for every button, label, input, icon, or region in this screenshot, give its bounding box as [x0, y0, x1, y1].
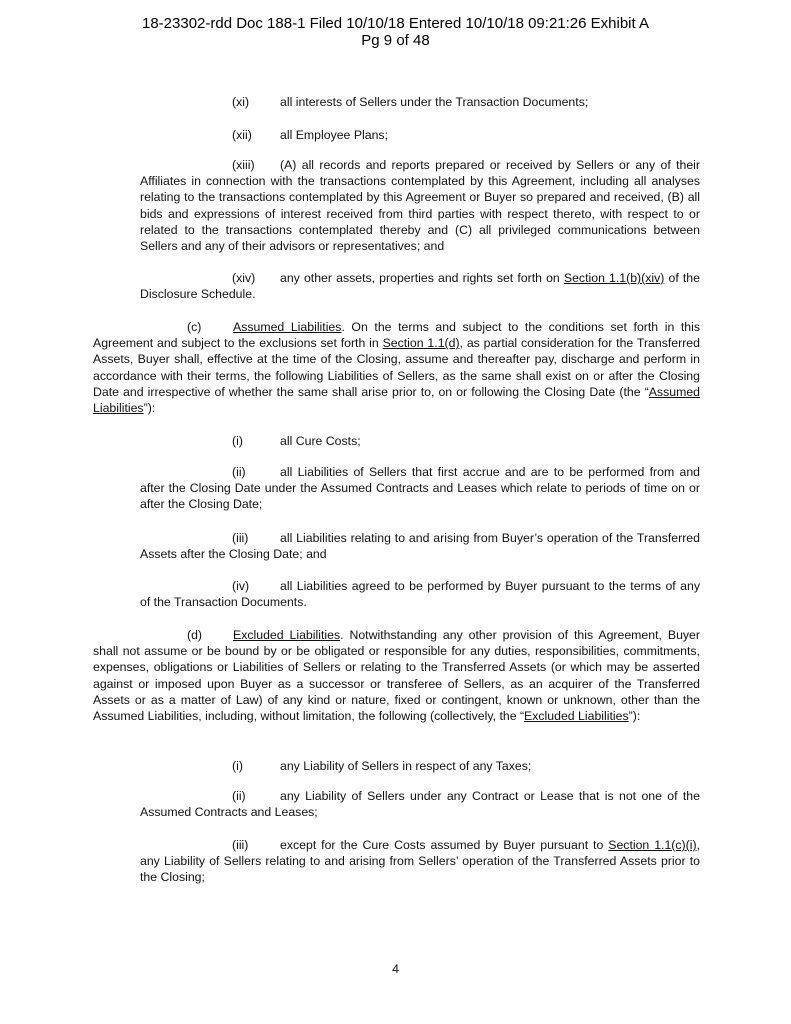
- defined-term: Assumed Liabilities: [93, 384, 700, 416]
- section-reference: Section 1.1(b)(xiv): [563, 271, 665, 285]
- item-number: (iii): [232, 838, 249, 852]
- section-text: . Notwithstanding any other provision of this Agreement, Buyer shall not assume or be bound by or be obligated or responsible for any duties, responsibilities, commitments, expenses, obligations or Liabilities of Sellers or relating to the Transferred Assets (or which may be asserted against or imposed upon Buyer as a successor or transferee of Sellers, as an acquirer of the Transferred Assets or as a matter of Law) of any kind or nature, fixed or contingent, known or unknown, other than the Assumed Liabilities, including, without limitation, the following (collectively, the “: [93, 628, 700, 724]
- item-d-i: [232, 758, 700, 774]
- item-d-ii: [140, 788, 700, 820]
- section-heading: Excluded Liabilities: [233, 628, 341, 642]
- section-number: (c): [187, 320, 202, 334]
- item-number: (ii): [232, 465, 246, 479]
- item-c-iv: [140, 578, 700, 610]
- item-number: (i): [232, 434, 243, 448]
- item-text: any other assets, properties and rights set forth on: [280, 271, 560, 285]
- item-xiii: [140, 157, 700, 254]
- item-number: (i): [232, 759, 243, 773]
- section-reference: Section 1.1(c)(i): [608, 838, 697, 852]
- section-heading: Assumed Liabilities: [233, 320, 342, 334]
- item-xi: [232, 94, 700, 110]
- item-number: (xi): [232, 95, 250, 109]
- section-text: , as partial consideration for the Transferred Assets, Buyer shall, effective at the time of the Closing, assume and thereafter pay, discharge and perform in accordance with their terms, the following Liabilities of Sellers, as the same shall exist on or after the Closing Date and irrespective of whether the same shall arise prior to, on or following the Closing Date (the “: [93, 336, 700, 399]
- defined-term: Excluded Liabilities: [524, 709, 629, 724]
- item-text: , any Liability of Sellers relating to and arising from Sellers’ operation of the Transferred Assets prior to the Closing;: [140, 838, 700, 885]
- section-text: . On the terms and subject to the conditions set forth in this Agreement and subject to the exclusions set forth in: [93, 320, 700, 351]
- item-text: any Liability of Sellers in respect of any Taxes;: [280, 759, 532, 773]
- section-reference: Section 1.1(d): [382, 336, 460, 351]
- item-text: (A) all records and reports prepared or received by Sellers or any of their Affiliates in connection with the transactions contemplated by this Agreement, including all analyses relating to the transactions contemplated by this Agreement or Buyer so prepared and received, (B) all bids and expressions of interest received from third parties with respect thereto, with respect to or related to the transactions contemplated thereby and (C) all privileged communications between Sellers and any of their advisors or representatives; and: [140, 158, 700, 254]
- item-text: except for the Cure Costs assumed by Buyer pursuant to: [280, 838, 604, 852]
- item-text: all Liabilities relating to and arising from Buyer’s operation of the Transferred Assets after the Closing Date; and: [140, 531, 700, 562]
- item-number: (xiii): [232, 158, 255, 172]
- section-text: ”):: [143, 401, 156, 416]
- filing-header: [0, 15, 791, 49]
- item-number: (xii): [232, 128, 252, 142]
- section-number: (d): [187, 628, 203, 642]
- item-text: all interests of Sellers under the Transaction Documents;: [280, 95, 589, 109]
- item-number: (xiv): [232, 271, 256, 285]
- item-xii: [232, 127, 700, 143]
- item-c-ii: [140, 464, 700, 513]
- section-c-paragraph: [93, 319, 700, 416]
- item-c-i: [232, 433, 700, 449]
- item-text: all Liabilities of Sellers that first accrue and are to be performed from and after the Closing Date under the Assumed Contracts and Leases which relate to periods of time on or after the Closing Date;: [140, 465, 700, 512]
- item-d-iii: [140, 837, 700, 886]
- filing-header-line1: 18-23302-rdd Doc 188-1 Filed 10/10/18 Entered 10/10/18 09:21:26 Exhibit A: [141, 15, 650, 32]
- item-c-iii: [140, 530, 700, 562]
- item-text: any Liability of Sellers under any Contract or Lease that is not one of the Assumed Contracts and Leases;: [140, 789, 700, 820]
- item-number: (ii): [232, 789, 246, 803]
- section-d-paragraph: [93, 627, 700, 724]
- page-number: 4: [392, 962, 399, 976]
- item-text: all Employee Plans;: [280, 128, 388, 142]
- item-number: (iii): [232, 531, 249, 545]
- section-text: ”):: [628, 709, 641, 724]
- item-text: all Cure Costs;: [280, 434, 361, 448]
- item-xiv: [140, 270, 700, 302]
- item-number: (iv): [232, 579, 250, 593]
- item-text: all Liabilities agreed to be performed by Buyer pursuant to the terms of any of the Transaction Documents.: [140, 579, 700, 610]
- filing-header-line2: Pg 9 of 48: [361, 32, 430, 49]
- item-text: of the Disclosure Schedule.: [140, 271, 700, 302]
